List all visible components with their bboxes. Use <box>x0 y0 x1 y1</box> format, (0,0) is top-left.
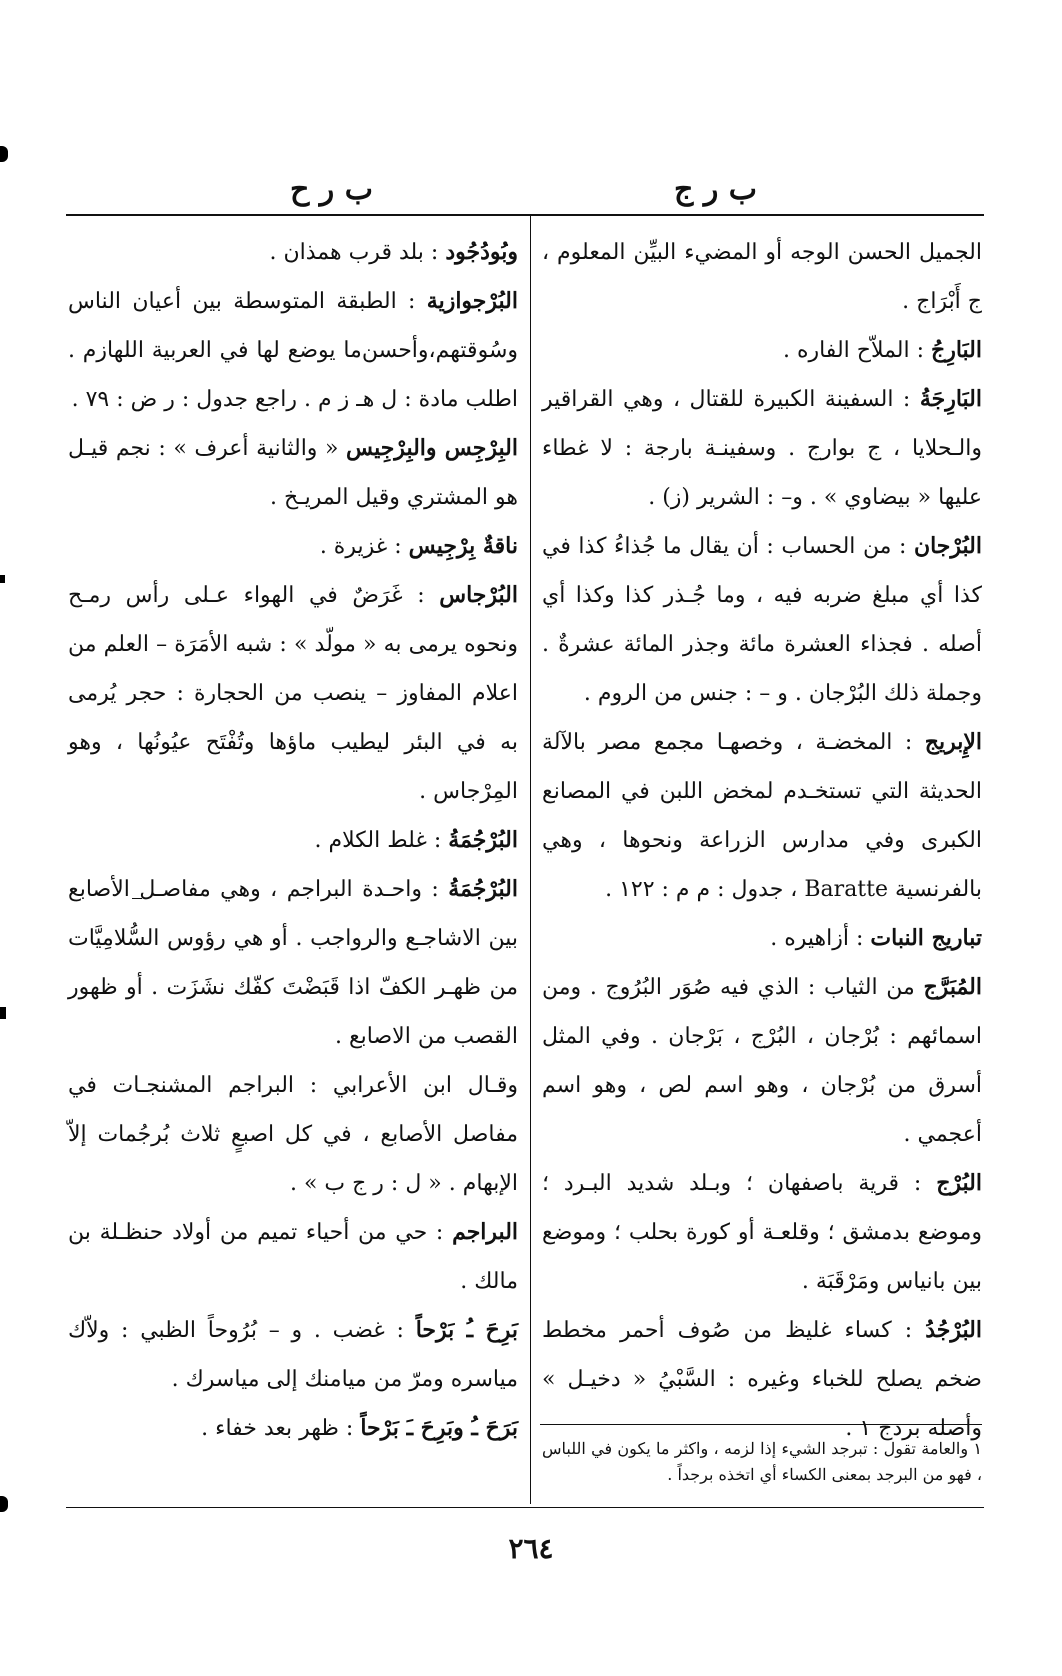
binding-mark <box>0 146 8 162</box>
right-column-header: ب ر ج <box>674 172 757 207</box>
entry <box>68 424 518 522</box>
entry-text: : أزاهيره . <box>770 926 864 951</box>
entry-headword: ناقةٌ بِرْجِيس <box>408 533 518 559</box>
binding-mark <box>0 575 5 583</box>
entry <box>68 522 518 571</box>
entry-headword: وبُودُجُود <box>445 239 518 265</box>
entry-text: : غزيرة . <box>319 534 402 559</box>
footnote: ١ والعامة تقول : تبرجد الشيء إذا لزمه ، واكثر ما يكون في اللباس ، فهو من البرجد بمعنى الكساء أي اتخذه برجداً . <box>542 1439 982 1484</box>
page-number: ٢٦٤ <box>508 1532 554 1565</box>
entry-headword: البراجم <box>452 1219 519 1245</box>
entry-text: « والثانية أعرف » : نجم قيـل هو المشتري وقيل المريـخ . <box>68 436 518 510</box>
entry-headword: البِرْجِس والبِرْجِيس <box>346 435 518 461</box>
entry-text: من الثياب : الذي فيه صُوَر البُرُوج . ومن اسمائهم : بُرْجان ، البُرْج ، بَرْجان . وفي المثل أسرق من بُرْجان ، وهو اسم لص ، وهو اسم أعجمي . <box>542 975 982 1147</box>
entry-text: : حي من أحياء تميم من أولاد حنظـلة بن مالك . <box>68 1220 518 1294</box>
entry-headword: البُرْجاس <box>439 582 518 608</box>
entry <box>68 228 518 277</box>
entry-text: : من الحساب : أن يقال ما جُذاءُ كذا في كذا أي مبلغ ضربه فيه ، وما جُـذر كذا وكذا أي أصله . فجذاء العشرة مائة وجذر المائة عشرةٌ . وجملة ذلك البُرْجان . و – : جنس من الروم . <box>542 534 982 706</box>
entry-headword: بَرَحَ ـُ وبَرِحَ ـَ بَرْحاً <box>360 1415 518 1441</box>
left-column <box>68 228 518 1453</box>
column-divider <box>530 214 531 1504</box>
entry <box>68 1061 518 1208</box>
entry-text: : غضب . و – بُرُوحاً الظبي : ولاّك مياسره ومرّ من ميامنك إلى مياسرك . <box>68 1318 518 1392</box>
entry <box>68 1404 518 1453</box>
header-rule <box>66 214 984 216</box>
entry-headword: تباريج النبات <box>870 925 982 951</box>
entry-headword: البَارِجَةُ <box>919 386 982 412</box>
entry-text: : واحـدة البراجم ، وهي مفاصـل الأصابع بين الاشاجـع والرواجب . أو هي رؤوس السُّلامِيَّات من ظهـر الكفّ اذا قَبَضْتَ كفّك نشَزَت . أو ظهور القصب من الاصابع . <box>68 877 519 1049</box>
entry-headword: البَارِجُ <box>931 337 982 363</box>
entry-headword: المُبَرَّج <box>923 974 982 1000</box>
entry-text: الجميل الحسن الوجه أو المضيء البيِّن المعلوم ، ج أَبْرَاج . <box>542 240 982 314</box>
entry-text: : غَرَضٌ في الهواء عـلى رأس رمـح ونحوه يرمى به « مولّد » : شبه الأمَرَة – العلم من اعلام المفاوز – ينصب من الحجارة : حجر يُرمى به في البئر ليطيب ماؤها وتُفْتَح عيُونُها ، وهو المِرْجاس . <box>68 583 518 804</box>
entry <box>542 718 982 914</box>
entry-headword: البُرْجُمَةُ <box>448 876 518 902</box>
binding-mark <box>0 1007 6 1019</box>
bottom-rule <box>66 1507 984 1508</box>
entry-text: : غلط الكلام . <box>314 828 442 853</box>
entry-text: : ظهر بعد خفاء . <box>201 1416 354 1441</box>
binding-mark <box>0 1496 8 1512</box>
entry-text: : كساء غليظ من صُوف أحمر مخطط ضخم يصلح للخباء وغيره : السَّبْيُ « دخيـل » وأصله بردج ١ . <box>542 1318 982 1441</box>
entry <box>542 914 982 963</box>
entry-headword: البُرْجُدُ <box>925 1317 982 1343</box>
entry-headword: البُرْجُمَةُ <box>448 827 518 853</box>
entry-text: : الطبقة المتوسطة بين أعيان الناس وسُوقتهم،وأحسن‌ما يوضع لها في العربية اللهازم . اطلب مادة : ل هـ ز م . راجع جدول : ر ض : ٧٩ . <box>68 289 518 412</box>
entry-text: : السفينة الكبيرة للقتال ، وهي القراقير والـحلايا ، ج بوارج . وسفينـة بارجة : لا غطاء عليها « بيضاوي » . و– : الشرير (ز) . <box>542 387 982 510</box>
entry <box>68 277 518 424</box>
entry <box>68 865 518 1061</box>
entry-headword: بَرِحَ ـُ بَرْحاً <box>415 1317 518 1343</box>
entry <box>542 963 982 1159</box>
entry-text: وقـال ابن الأعرابي : البراجم المشنجـات في مفاصل الأصابع ، في كل اصبعٍ ثلاث بُرجُمات إلاّ الإبهام . « ل : ر ج ب » . <box>68 1073 518 1196</box>
entry-headword: الإِبريج <box>924 729 983 755</box>
entry <box>68 1306 518 1404</box>
entry-text: : المخضـة ، وخصهـا مجمع مصر بالآلة الحديثة التي تستخـدم لمخض اللبن في المصانع الكبرى وفي مدارس الزراعة ونحوها ، وهي بالفرنسية Baratte ، جدول : م م : ١٢٢ . <box>542 730 982 902</box>
entry <box>68 1208 518 1306</box>
entry <box>68 571 518 816</box>
entry <box>542 326 982 375</box>
entry-headword: البُرْج <box>936 1170 982 1196</box>
entry-text: : قرية باصفهان ؛ وبـلد شديد البـرد ؛ وموضع بدمشق ؛ وقلعـة أو كورة بحلب ؛ وموضع بين بانياس ومَرْقَبَة . <box>542 1171 982 1294</box>
entry <box>542 1159 982 1306</box>
entry <box>68 816 518 865</box>
entry-headword: البُرْجوازية <box>426 288 518 314</box>
entry-headword: البُرْجان <box>913 533 982 559</box>
entry <box>542 1306 982 1453</box>
entry-text: : بلد قرب همذان . <box>269 240 439 265</box>
entry <box>542 522 982 718</box>
entry <box>542 375 982 522</box>
entry-text: : الملاّح الفاره . <box>782 338 925 363</box>
left-column-header: ب ر ح <box>290 172 373 207</box>
entry <box>542 228 982 326</box>
right-column <box>542 228 982 1453</box>
